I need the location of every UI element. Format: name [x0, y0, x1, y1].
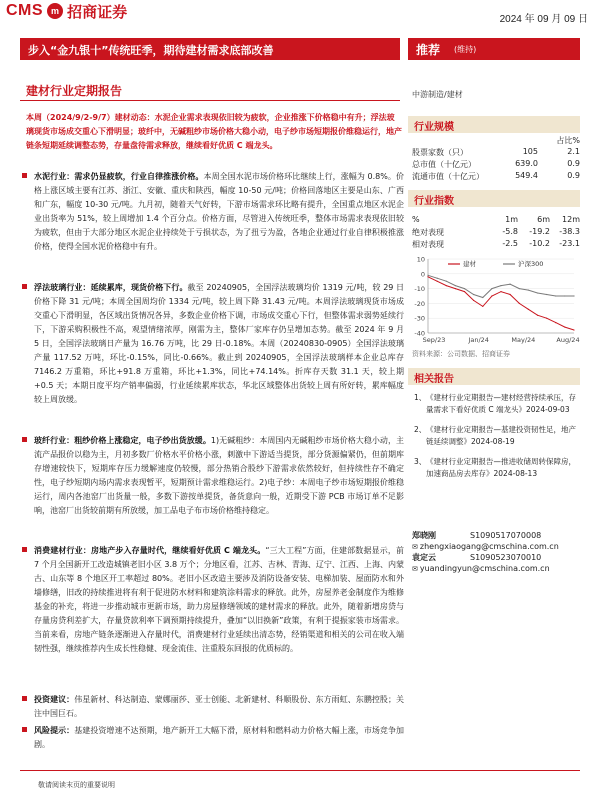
- scale-unit: 占比%: [556, 136, 580, 145]
- series-point-0: [473, 300, 474, 301]
- related-text: 《建材行业定期报告—建材经营持续承压，存量需求下看好优质 C 端龙头》2024-09-03: [426, 393, 576, 414]
- report-date: 2024 年 09 月 09 日: [499, 14, 588, 25]
- series-point-0: [555, 322, 556, 323]
- bullet-icon: [22, 547, 27, 552]
- footer-note: 敬请阅读末页的重要说明: [38, 781, 115, 789]
- series-point-0: [573, 329, 574, 330]
- perf-1m: -2.5: [502, 239, 518, 248]
- analyst-id: S1090517070008: [470, 531, 542, 540]
- legend-label: 沪深300: [518, 260, 544, 268]
- section-head: 投资建议：: [34, 695, 75, 704]
- perf-1m: -5.8: [502, 227, 518, 236]
- list-item[interactable]: [414, 392, 578, 416]
- related-text: 《建材行业定期报告—基建投资韧性足，地产链延续调整》2024-08-19: [426, 425, 576, 446]
- series-point-0: [491, 295, 492, 296]
- section-head: 浮法玻璃行业：延续累库，现货价格下行。: [34, 283, 188, 292]
- table-header-row: [412, 215, 580, 227]
- series-point-0: [437, 281, 438, 282]
- section-body: “三大工程”方面，住建部数据显示，前 7 个月全国新开工改造城镇老旧小区 3.8 万个；分地区看，江苏、吉林、青海、辽宁、江西、上海、内蒙古、山东等 8 个地区开工率超过 80%。老旧小区改造主要涉及消防设备安装、电梯加装、屋面防水和外墙修缮，旧改的持续推进将有利于促进防水材料和建筑涂料需求的释放。此外，房屋养老金制度作为维修基金的补充，将进一步推动城市更新市场，助力房屋修缮领域的建材需求的释放。此外，随着新增房贷与存量房贷利差扩大，存量贷款利率下调预期持续提升，叠加“以旧换新”政策，有利于提振家装市场需求。当前来看，房地产链条逐渐进入存量时代，消费建材行业延续出清态势，经销渠道和相关的公司在收入端韧性强，继续推荐内生成长性稳健、现金流佳、注重股东回报的优质标的。: [34, 546, 404, 653]
- perf-12m: -23.1: [559, 239, 580, 248]
- bullet-icon: [22, 437, 27, 442]
- series-point-0: [464, 291, 465, 292]
- sector-label: 中游制造/建材: [412, 90, 463, 99]
- series-point-0: [564, 326, 565, 327]
- series-point-0: [510, 294, 511, 295]
- bullet-icon: [22, 727, 27, 732]
- section-head: 水泥行业：需求仍显疲软，行业自律推涨价格。: [34, 172, 204, 181]
- cms-logo: [6, 0, 127, 22]
- series-point-1: [510, 284, 511, 285]
- perf-label: 相对表现: [412, 240, 444, 249]
- series-point-0: [446, 285, 447, 286]
- perf-col-1m: 1m: [505, 215, 518, 224]
- analyst-row: [412, 530, 580, 541]
- section-glass-fiber: [22, 434, 404, 518]
- scale-value: 549.4: [515, 171, 538, 180]
- summary-paragraph: 本周（2024/9/2-9/7）建材动态：水泥企业需求表现依旧较为疲软，企业推涨下价格稳中有升；浮法玻璃现货市场成交重心下滑明显；玻纤中，无碱粗纱市场价格大稳小动，电子纱市场短期报价维稳运行，地产链条短期延续调整态势，存量盘待需求释放，继续看好优质 C 端龙头。: [26, 113, 402, 150]
- bullet-icon: [22, 696, 27, 701]
- list-item[interactable]: [414, 424, 578, 448]
- y-tick-label: -20: [414, 299, 425, 308]
- related-heading: 相关报告: [414, 374, 454, 385]
- scale-label: 股票家数（只）: [412, 148, 468, 157]
- section-float-glass: [22, 281, 404, 407]
- analyst-email[interactable]: yuandingyun@cmschina.com.cn: [419, 564, 550, 573]
- section-consumer-building: [22, 544, 404, 656]
- series-point-1: [427, 275, 428, 276]
- perf-label: 绝对表现: [412, 228, 444, 237]
- perf-6m: -10.2: [529, 239, 550, 248]
- scale-pct: 2.1: [567, 147, 580, 156]
- index-heading: 行业指数: [414, 196, 454, 207]
- logo-mark-icon: m: [47, 3, 63, 19]
- section-head: 风险提示：: [34, 726, 75, 735]
- related-reports: [414, 392, 578, 488]
- related-num: 1、: [414, 393, 427, 402]
- scale-value: 105: [522, 147, 538, 156]
- performance-chart: [408, 253, 580, 345]
- scale-table: [412, 135, 580, 183]
- perf-12m: -38.3: [559, 227, 580, 236]
- series-point-0: [500, 291, 501, 292]
- related-text: 《建材行业定期报告—推进收储周转保障房，加速商品房去库存》2024-08-13: [426, 457, 576, 478]
- rating-label: 推荐: [416, 43, 441, 57]
- series-point-1: [500, 285, 501, 286]
- rating-bar: [408, 38, 580, 60]
- series-point-1: [573, 295, 574, 296]
- scale-pct: 0.9: [567, 171, 580, 180]
- rating-note: (维持): [454, 45, 477, 54]
- analyst-email-row: [412, 563, 580, 574]
- section-investment: [22, 693, 404, 721]
- section-cement: [22, 170, 404, 254]
- series-point-1: [455, 285, 456, 286]
- legend-label: 建材: [463, 260, 476, 268]
- list-item[interactable]: [414, 456, 578, 480]
- analyst-name: 袁定云: [412, 553, 436, 562]
- table-row: [412, 147, 580, 159]
- bullet-icon: [22, 173, 27, 178]
- subtitle-divider: [20, 100, 400, 101]
- scale-value: 639.0: [515, 159, 538, 168]
- scale-label: 流通市值（十亿元）: [412, 172, 484, 181]
- series-point-0: [528, 309, 529, 310]
- scale-heading: 行业规模: [414, 122, 454, 133]
- perf-col-6m: 6m: [537, 215, 550, 224]
- page-header: [0, 0, 600, 30]
- section-body: 本周全国水泥市场价格环比继续上行，涨幅为 0.8%。价格上涨区域主要有江苏、浙江、安徽、重庆和陕西，幅度 10-50 元/吨；价格回落地区主要是山东、广西和广东，幅度 10-30 元/吨。九月初，随着天气好转，下游市场需求环比略有提升，全国重点地区水泥企业出货率为 51%，较上周增加 1.4 个百分点。价格方面，尽管进入传统旺季，整体市场需求表现依旧较为疲软，但由于大部分地区水泥企业持续处于亏损状态，为了扭亏为盈，各地企业通过行业自律积极推涨价格，使得全国水泥价格稳中有升。: [34, 172, 404, 251]
- series-point-1: [491, 288, 492, 289]
- perf-6m: -19.2: [529, 227, 550, 236]
- section-body: 截至 20240905，全国浮法玻璃均价 1319 元/吨，较 29 日价格下降 31 元/吨；本周全国周均价 1334 元/吨，较上周下降 31.43 元/吨。本周浮法玻璃现货市场成交重心下滑明显，各区域出货情况各异，多数企业价格下调，市场成交重心下行，但整体需求弱势延续行下，下游采购积极性不高，观望情绪浓厚，刚需为主，整体厂家库存仍呈增加态势。截至 2024 年 9 月 5 日，全国浮法玻璃日产量为 16.76 万吨，比 29 日-0.18%。本周（20240830-0905）全国浮法玻璃产量 117.52 万吨，环比-0.15%，同比-0.66%。截止到 20240905，全国浮法玻璃样本企业总库存 7146.2 万重箱，环比+91.8 万重箱，环比+1.3%，同比+74.14%。折库存天数 31.1 天，较上期+0.5 天；本期日度平均产销率偏弱，行业延续累库状态，华北区域整体出货较上周有所好转，累库幅度较上周放缓。: [34, 283, 404, 404]
- series-point-1: [546, 294, 547, 295]
- analyst-email[interactable]: zhengxiaogang@cmschina.com.cn: [419, 542, 559, 551]
- scale-unit-row: [412, 135, 580, 147]
- analyst-contacts: [412, 530, 580, 574]
- y-tick-label: -40: [414, 329, 425, 338]
- series-point-1: [473, 294, 474, 295]
- series-point-1: [482, 297, 483, 298]
- related-num: 2、: [414, 425, 427, 434]
- perf-col-unit: %: [412, 215, 420, 224]
- scale-pct: 0.9: [567, 159, 580, 168]
- chart-source: 资料来源：公司数据、招商证券: [412, 350, 510, 358]
- series-point-1: [446, 281, 447, 282]
- section-body: 基建投资增速不达预期，地产新开工大幅下滑，原材料和燃料动力价格大幅上涨，市场竞争加剧。: [34, 726, 405, 749]
- y-tick-label: 10: [416, 255, 425, 264]
- table-row: [412, 239, 580, 251]
- series-point-0: [427, 276, 428, 277]
- series-point-0: [519, 303, 520, 304]
- related-heading-bar: [408, 368, 580, 385]
- series-point-0: [546, 318, 547, 319]
- title-bar: [20, 38, 400, 60]
- series-point-1: [528, 289, 529, 290]
- x-tick-label: Jan/24: [468, 336, 489, 344]
- y-tick-label: 0: [420, 270, 425, 279]
- logo-en: CMS: [6, 2, 44, 19]
- table-row: [412, 227, 580, 239]
- scale-heading-bar: [408, 116, 580, 133]
- email-icon: ✉: [412, 543, 418, 551]
- series-point-1: [537, 292, 538, 293]
- section-body: 伟星新材、科达制造、蒙娜丽莎、亚士创能、北新建材、科顺股份、东方雨虹、东鹏控股；关注中国巨石。: [34, 695, 405, 718]
- y-tick-label: -10: [414, 285, 425, 294]
- series-point-0: [455, 288, 456, 289]
- email-icon: ✉: [412, 565, 418, 573]
- section-risk: [22, 724, 404, 752]
- section-head: 玻纤行业：粗纱价格上涨稳定，电子纱出货放缓。: [34, 436, 211, 445]
- table-row: [412, 159, 580, 171]
- series-point-0: [537, 315, 538, 316]
- series-point-1: [437, 278, 438, 279]
- section-head: 消费建材行业：房地产步入存量时代，继续看好优质 C 端龙头。: [34, 546, 266, 555]
- performance-table: [412, 215, 580, 251]
- table-row: [412, 171, 580, 183]
- footer-divider: [20, 770, 580, 771]
- series-point-1: [555, 295, 556, 296]
- x-tick-label: Aug/24: [556, 336, 580, 344]
- analyst-name: 郑晓刚: [412, 531, 436, 540]
- analyst-id: S1090523070010: [470, 553, 542, 562]
- series-point-1: [519, 288, 520, 289]
- scale-label: 总市值（十亿元）: [412, 160, 476, 169]
- series-point-1: [464, 288, 465, 289]
- related-num: 3、: [414, 457, 427, 466]
- y-tick-label: -30: [414, 314, 425, 323]
- report-subtitle: 建材行业定期报告: [26, 84, 123, 98]
- logo-cn: 招商证券: [67, 3, 128, 21]
- x-tick-label: Sep/23: [422, 336, 446, 344]
- index-heading-bar: [408, 190, 580, 207]
- x-tick-label: May/24: [511, 336, 536, 344]
- report-title: 步入“金九银十”传统旺季，期待建材需求底部改善: [28, 44, 274, 57]
- analyst-email-row: [412, 541, 580, 552]
- series-point-1: [564, 295, 565, 296]
- analyst-row: [412, 552, 580, 563]
- perf-col-12m: 12m: [562, 215, 580, 224]
- section-body: 1)无碱粗纱：本周国内无碱粗纱市场价格大稳小动，主流产品报价以稳为主，月初多数厂价格水平价格小涨，刺激中下游适当提货，部分货源偏紧仍，但前期库存增速较快下，短期库存压力缓解速度仍较慢，部分热销合股纱下游需求依然较好，但持续性存不确定性，电子纱短期内场内需求表现暂平，短期预计需求维稳运行。2)电子纱：本周电子纱市场短期报价维稳运行，周内各池窑厂出货量一般，多数下游按单提货，备货意向一般，近期受下游 PCB 市场订单不足影响，池窑厂出货较前期有所放缓，加工品电子布市场价格维持稳定。: [34, 436, 404, 515]
- series-point-0: [482, 306, 483, 307]
- bullet-icon: [22, 284, 27, 289]
